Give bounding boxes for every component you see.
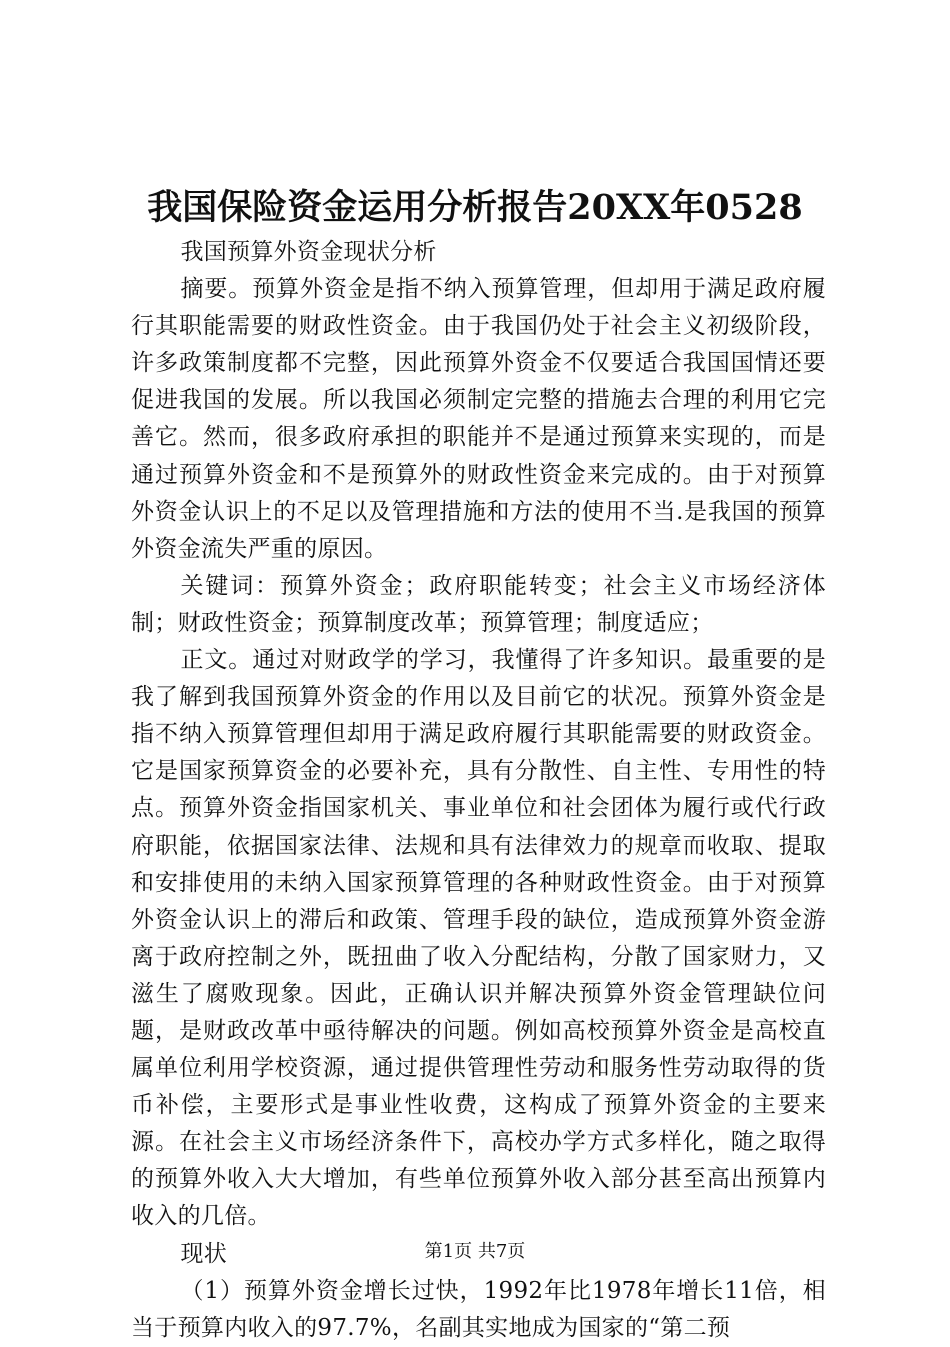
document-title: 我国保险资金运用分析报告20XX年0528 xyxy=(147,187,803,228)
abstract-paragraph: 摘要。预算外资金是指不纳入预算管理，但却用于满足政府履行其职能需要的财政性资金。由于我国仍处于社会主义初级阶段，许多政策制度都不完整，因此预算外资金不仅要适合我国国情还要促进我国的发展。所以我国必须制定完整的措施去合理的利用它完善它。然而，很多政府承担的职能并不是通过预算来实现的，而是通过预算外资金和不是预算外的财政性资金来完成的。由于对预算外资金认识上的不足以及管理措施和方法的使用不当.是我国的预算外资金流失严重的原因。 xyxy=(131,276,826,562)
page-number-footer: 第1页 共7页 xyxy=(424,1241,526,1262)
section-heading-status: 现状 xyxy=(180,1240,228,1267)
keywords-paragraph: 关键词：预算外资金；政府职能转变；社会主义市场经济体制；财政性资金；预算制度改革；预算管理；制度适应； xyxy=(131,572,826,636)
main-text-paragraph: 正文。通过对财政学的学习，我懂得了许多知识。最重要的是我了解到我国预算外资金的作用以及目前它的状况。预算外资金是指不纳入预算管理但却用于满足政府履行其职能需要的财政资金。它是国家预算资金的必要补充，具有分散性、自主性、专用性的特点。预算外资金指国家机关、事业单位和社会团体为履行或代行政府职能，依据国家法律、法规和具有法律效力的规章而收取、提取和安排使用的未纳入国家预算管理的各种财政性资金。由于对预算外资金认识上的滞后和政策、管理手段的缺位，造成预算外资金游离于政府控制之外，既扭曲了收入分配结构，分散了国家财力，又滋生了腐败现象。因此，正确认识并解决预算外资金管理缺位问题，是财政改革中亟待解决的问题。例如高校预算外资金是高校直属单位利用学校资源，通过提供管理性劳动和服务性劳动取得的货币补偿，主要形式是事业性收费，这构成了预算外资金的主要来源。在社会主义市场经济条件下，高校办学方式多样化，随之取得的预算外收入大大增加，有些单位预算外收入部分甚至高出预算内收入的几倍。 xyxy=(131,647,826,1230)
document-body xyxy=(131,234,826,1347)
subtitle-paragraph: 我国预算外资金现状分析 xyxy=(180,239,437,265)
status-item-1-paragraph: （1）预算外资金增长过快，1992年比1978年增长11倍，相当于预算内收入的97.7%，名副其实地成为国家的“第二预 xyxy=(131,1277,826,1341)
